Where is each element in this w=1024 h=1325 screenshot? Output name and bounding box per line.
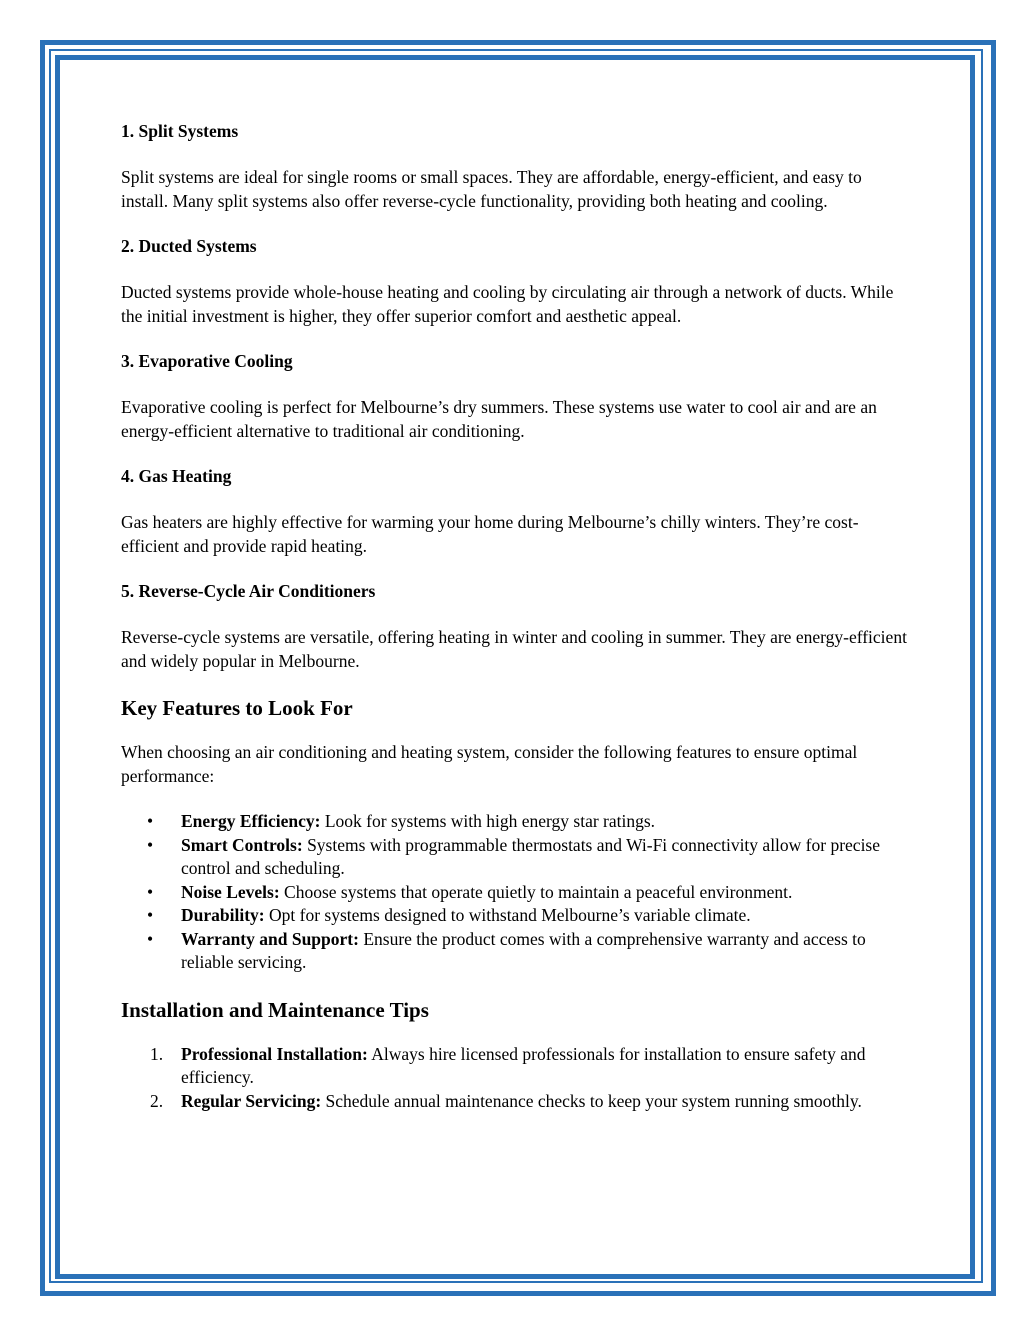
list-item xyxy=(121,810,907,834)
tip-text: Always hire licensed professionals for installation to ensure safety and efficiency. xyxy=(181,1043,866,1087)
list-item xyxy=(121,1043,907,1090)
feature-label: Smart Controls: xyxy=(181,834,303,855)
list-item xyxy=(121,881,907,905)
tip-text: Schedule annual maintenance checks to keep your system running smoothly. xyxy=(321,1090,862,1111)
features-intro: When choosing an air conditioning and heating system, consider the following features to ensure optimal performance: xyxy=(121,742,858,786)
feature-label: Energy Efficiency: xyxy=(181,811,321,831)
list-item xyxy=(121,904,907,928)
section-text-evaporative-cooling: Evaporative cooling is perfect for Melbourne’s dry summers. These systems use water to cool air and are an energy-efficient alternative to traditional air conditioning. xyxy=(121,397,877,441)
section-heading-ducted-systems: 2. Ducted Systems xyxy=(121,236,257,256)
bullet-icon: • xyxy=(147,811,154,831)
feature-text: Ensure the product comes with a comprehensive warranty and access to reliable servicing. xyxy=(181,928,866,972)
list-item xyxy=(121,928,907,975)
document-body xyxy=(121,120,907,1113)
feature-text: Look for systems with high energy star ratings. xyxy=(320,811,656,831)
section-heading-gas-heating: 4. Gas Heating xyxy=(121,466,232,486)
list-item xyxy=(121,834,907,881)
feature-label: Warranty and Support: xyxy=(181,928,359,949)
bullet-icon: • xyxy=(147,834,154,855)
tip-label: Regular Servicing: xyxy=(181,1090,322,1111)
section-text-ducted-systems: Ducted systems provide whole-house heating and cooling by circulating air through a network of ducts. While the initial investment is higher, they offer superior comfort and aesthetic appeal. xyxy=(121,282,894,326)
section-heading-reverse-cycle: 5. Reverse-Cycle Air Conditioners xyxy=(121,581,376,601)
feature-label: Durability: xyxy=(181,905,265,925)
section-heading-split-systems: 1. Split Systems xyxy=(121,121,239,141)
bullet-icon: • xyxy=(147,905,154,925)
bullet-icon: • xyxy=(147,881,154,902)
feature-label: Noise Levels: xyxy=(181,881,280,902)
list-item xyxy=(121,1090,907,1114)
section-text-reverse-cycle: Reverse-cycle systems are versatile, offering heating in winter and cooling in summer. They are energy-efficient and widely popular in Melbourne. xyxy=(121,627,907,671)
section-text-gas-heating: Gas heaters are highly effective for warming your home during Melbourne’s chilly winters. They’re cost-efficient and provide rapid heating. xyxy=(121,512,859,556)
tip-label: Professional Installation: xyxy=(181,1043,368,1064)
section-text-split-systems: Split systems are ideal for single rooms or small spaces. They are affordable, energy-efficient, and easy to install. Many split systems also offer reverse-cycle functionality, providing both heating and cooling. xyxy=(121,167,862,211)
features-list xyxy=(121,810,907,975)
feature-text: Choose systems that operate quietly to maintain a peaceful environment. xyxy=(279,881,793,902)
features-heading: Key Features to Look For xyxy=(121,696,353,720)
feature-text: Opt for systems designed to withstand Melbourne’s variable climate. xyxy=(264,905,751,925)
list-number: 1. xyxy=(150,1043,164,1064)
section-heading-evaporative-cooling: 3. Evaporative Cooling xyxy=(121,351,293,371)
bullet-icon: • xyxy=(147,928,154,949)
tips-heading: Installation and Maintenance Tips xyxy=(121,997,429,1022)
feature-text: Systems with programmable thermostats and Wi-Fi connectivity allow for precise control and scheduling. xyxy=(181,834,881,878)
list-number: 2. xyxy=(150,1090,164,1111)
tips-list xyxy=(121,1043,907,1114)
